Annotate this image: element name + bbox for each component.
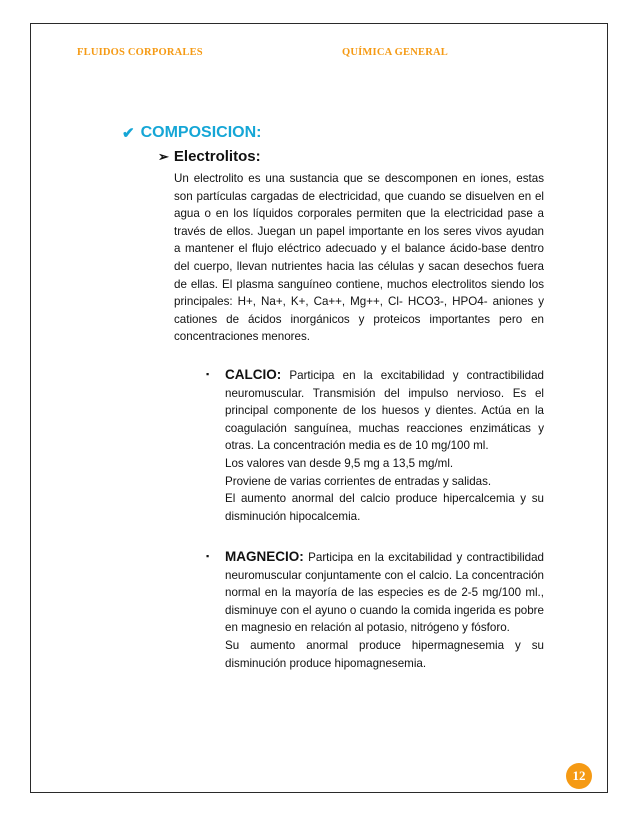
square-bullet-icon: ▪ <box>206 369 210 379</box>
item-term: MAGNECIO: <box>225 549 304 564</box>
page-number: 12 <box>572 768 586 783</box>
item-text: Participa en la excitabilidad y contractibilidad neuromuscular. Transmisión del impulso nervioso. Es el principal componente de los huesos y dientes. Actúa en la coagulación sanguínea, muchas reacciones enzimáticas y otras. La concentración media es de 10 mg/100 ml. <box>225 369 544 453</box>
header-left-title: FLUIDOS CORPORALES <box>77 47 203 58</box>
item-extra-line: El aumento anormal del calcio produce hipercalcemia y su disminución hipocalcemia. <box>225 492 544 523</box>
subsection-heading <box>158 148 261 165</box>
section-title: COMPOSICION: <box>140 124 262 141</box>
header-center-title: QUÍMICA GENERAL <box>342 47 448 58</box>
item-paragraph <box>225 548 544 637</box>
item-extra-line: Los valores van desde 9,5 mg a 13,5 mg/ml. <box>225 456 454 470</box>
checkmark-icon: ✔ <box>122 125 135 142</box>
item-paragraph <box>225 366 544 455</box>
item-term: CALCIO: <box>225 367 282 382</box>
list-item-magnesio <box>206 548 544 672</box>
item-extra-line: Su aumento anormal produce hipermagnesemia y su disminución produce hipomagnesemia. <box>225 638 544 670</box>
item-text: Participa en la excitabilidad y contractibilidad neuromuscular conjuntamente con el calcio. La concentración normal en la mayoría de las especies es de 2-5 mg/100 ml., disminuye con el ayuno o cuando la comida ingerida es pobre en magnesio en relación al potasio, nitrógeno y fósforo. <box>225 551 544 635</box>
square-bullet-icon: ▪ <box>206 551 210 561</box>
intro-paragraph: Un electrolito es una sustancia que se descomponen en iones, estas son partículas cargadas de electricidad, que cuando se disuelven en el agua o en los líquidos corporales permiten que la electricidad pase a través de ellos. Juegan un papel importante en los seres vivos ayudan a mantener el flujo eléctrico adecuado y el balance ácido-base dentro del cuerpo, llevan nutrientes hacia las células y sacan desechos fuera de ellas. El plasma sanguíneo contiene, muchos electrolitos siendo los principales: H+, Na+, K+, Ca++, Mg++, Cl- HCO3-, HPO4- aniones y cationes de ácidos inorgánicos y proteicos importantes pero en concentraciones menores. <box>174 172 544 344</box>
section-heading <box>122 124 261 142</box>
item-extra-line: Proviene de varias corrientes de entradas y salidas. <box>225 474 492 488</box>
list-item-calcio <box>206 366 544 525</box>
page-number-badge <box>566 763 592 789</box>
arrow-right-icon: ➢ <box>158 148 169 164</box>
subsection-title: Electrolitos: <box>173 148 261 165</box>
